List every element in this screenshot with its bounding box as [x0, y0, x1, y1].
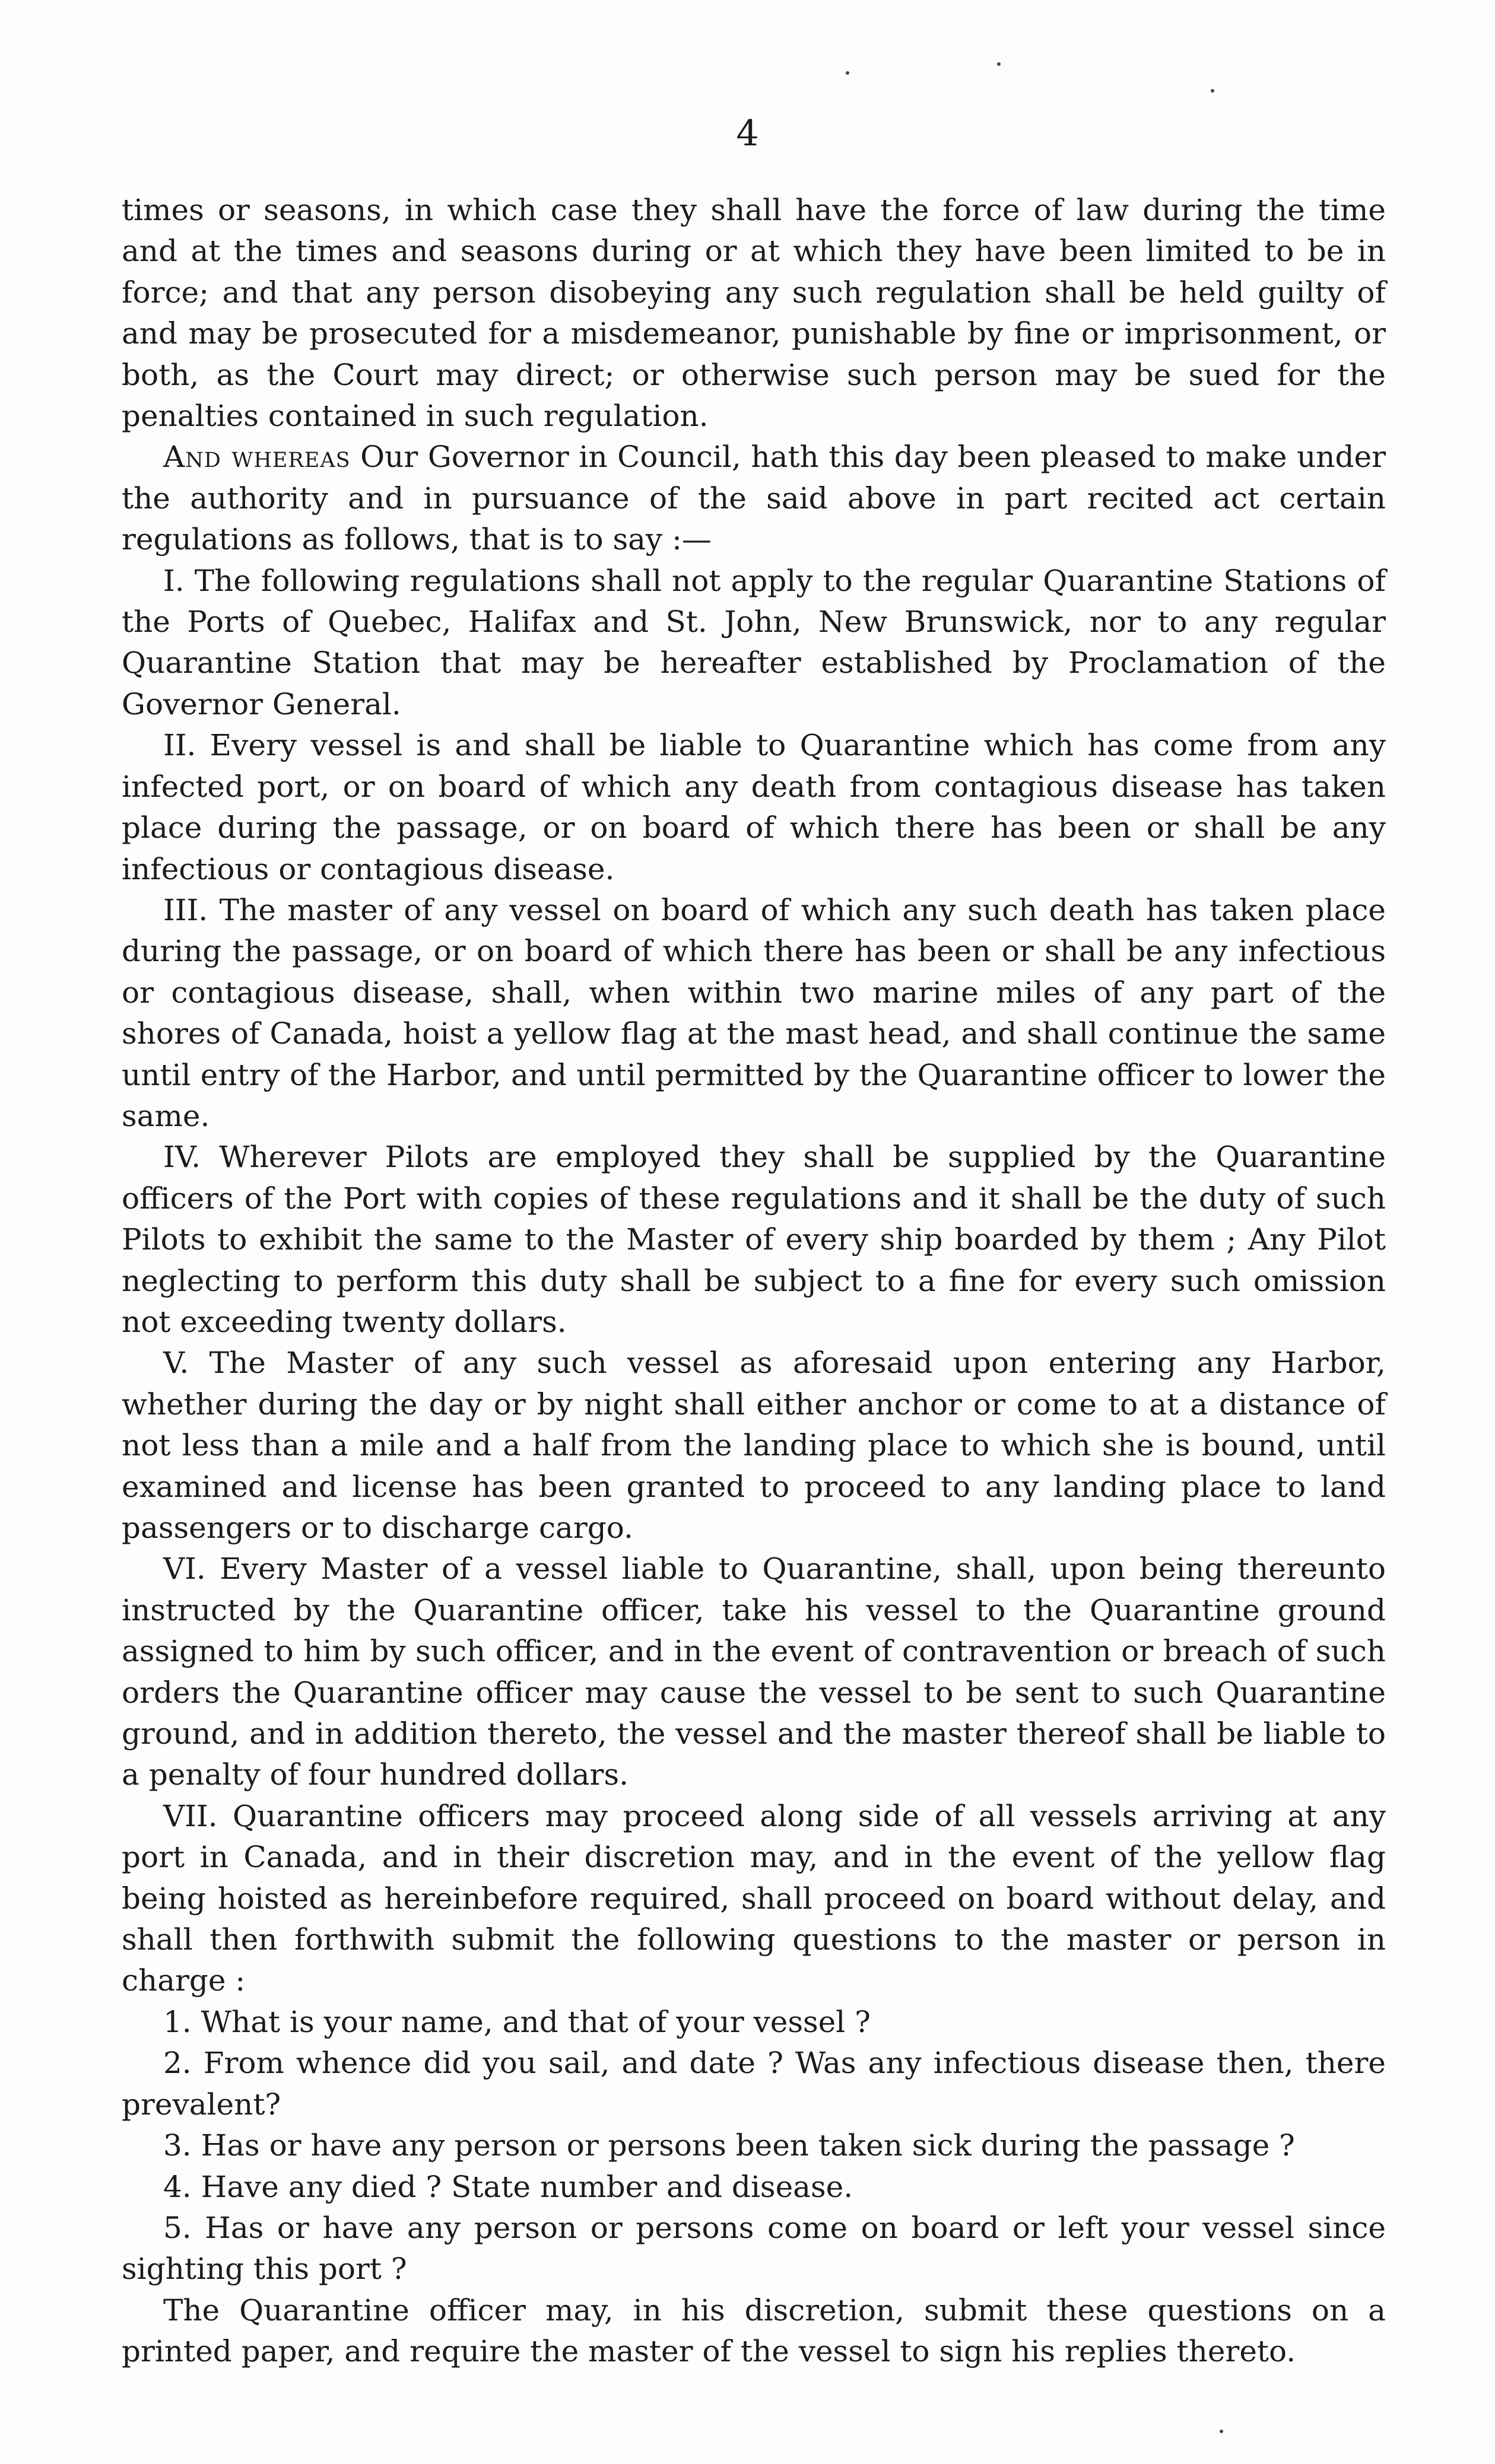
paragraph-text: The Quarantine officer may, in his discretion, submit these questions on a printed paper, and require the master of the vessel to sign his replies thereto. — [122, 2293, 1386, 2369]
paragraph-text: times or seasons, in which case they shall have the force of law during the time and at the times and seasons during or at which they have been limited to be in force; and that any person disobeying any such regulation shall be held guilty of and may be prosecuted for a misdemeanor, punishable by fine or imprisonment, or both, as the Court may direct; or otherwise such person may be sued for the penalties contained in such regulation. — [122, 193, 1386, 434]
paragraph-lead: And whereas — [163, 440, 351, 475]
paragraph-text: 5. Has or have any person or persons come on board or left your vessel since sighting this port ? — [122, 2210, 1386, 2287]
question-5 — [122, 2208, 1386, 2290]
question-4 — [122, 2167, 1386, 2208]
paragraph-text: II. Every vessel is and shall be liable to Quarantine which has come from any infected port, or on board of which any death from contagious disease has taken place during the passage, or on board of which there has been or shall be any infectious or contagious disease. — [122, 728, 1386, 886]
paragraph-text: IV. Wherever Pilots are employed they shall be supplied by the Quarantine officers of the Port with copies of these regulations and it shall be the duty of such Pilots to exhibit the same to the Master of every ship boarded by them ; Any Pilot neglecting to perform this duty shall be subject to a fine for every such omission not exceeding twenty dollars. — [122, 1140, 1386, 1339]
question-2 — [122, 2043, 1386, 2125]
regulation-4 — [122, 1137, 1386, 1343]
paragraph-whereas — [122, 437, 1386, 560]
paragraph-text: 1. What is your name, and that of your vessel ? — [163, 2004, 871, 2039]
paragraph-text: VII. Quarantine officers may proceed along side of all vessels arriving at any port in Canada, and in their discretion may, and in the event of the yellow flag being hoisted as hereinbefore required, shall proceed on board without delay, and shall then forthwith submit the following questions to the master or person in charge : — [122, 1798, 1386, 1998]
paragraph-text: 2. From whence did you sail, and date ? Was any infectious disease then, there prevalent? — [122, 2046, 1386, 2122]
paragraph-text: Our Governor in Council, hath this day been pleased to make under the authority and in pursuance of the said above in part recited act certain regulations as follows, that is to say :— — [122, 440, 1386, 557]
page-number: 4 — [736, 113, 759, 154]
print-speck — [1211, 89, 1214, 93]
paragraph-text: I. The following regulations shall not apply to the regular Quarantine Stations of the Ports of Quebec, Halifax and St. John, New Brunswick, nor to any regular Quarantine Station that may be hereafter established by Proclamation of the Governor General. — [122, 563, 1386, 721]
paragraph-text: III. The master of any vessel on board of which any such death has taken place during the passage, or on board of which there has been or shall be any infectious or contagious disease, shall, when within two marine miles of any part of the shores of Canada, hoist a yellow flag at the mast head, and shall continue the same until entry of the Harbor, and until permitted by the Quarantine officer to lower the same. — [122, 892, 1386, 1133]
question-1 — [122, 2002, 1386, 2043]
question-3 — [122, 2125, 1386, 2166]
body-text — [122, 190, 1386, 2373]
paragraph-text: 3. Has or have any person or persons been taken sick during the passage ? — [163, 2128, 1295, 2163]
print-speck — [846, 71, 849, 75]
print-speck — [1220, 2430, 1223, 2433]
print-speck — [997, 62, 1001, 66]
paragraph-text: 4. Have any died ? State number and disease. — [163, 2169, 853, 2204]
regulation-3 — [122, 890, 1386, 1137]
regulation-6 — [122, 1549, 1386, 1795]
paragraph-text: V. The Master of any such vessel as aforesaid upon entering any Harbor, whether during the day or by night shall either anchor or come to at a distance of not less than a mile and a half from the landing place to which she is bound, until examined and license has been granted to proceed to any landing place to land passengers or to discharge cargo. — [122, 1346, 1386, 1545]
paragraph-continuation — [122, 190, 1386, 437]
regulation-2 — [122, 725, 1386, 890]
regulation-7 — [122, 1796, 1386, 2002]
paragraph-text: VI. Every Master of a vessel liable to Quarantine, shall, upon being thereunto instructed by the Quarantine officer, take his vessel to the Quarantine ground assigned to him by such officer, and in the event of contravention or breach of such orders the Quarantine officer may cause the vessel to be sent to such Quarantine ground, and in addition thereto, the vessel and the master thereof shall be liable to a penalty of four hundred dollars. — [122, 1551, 1386, 1792]
regulation-1 — [122, 561, 1386, 726]
regulation-5 — [122, 1343, 1386, 1549]
closing-paragraph — [122, 2290, 1386, 2373]
